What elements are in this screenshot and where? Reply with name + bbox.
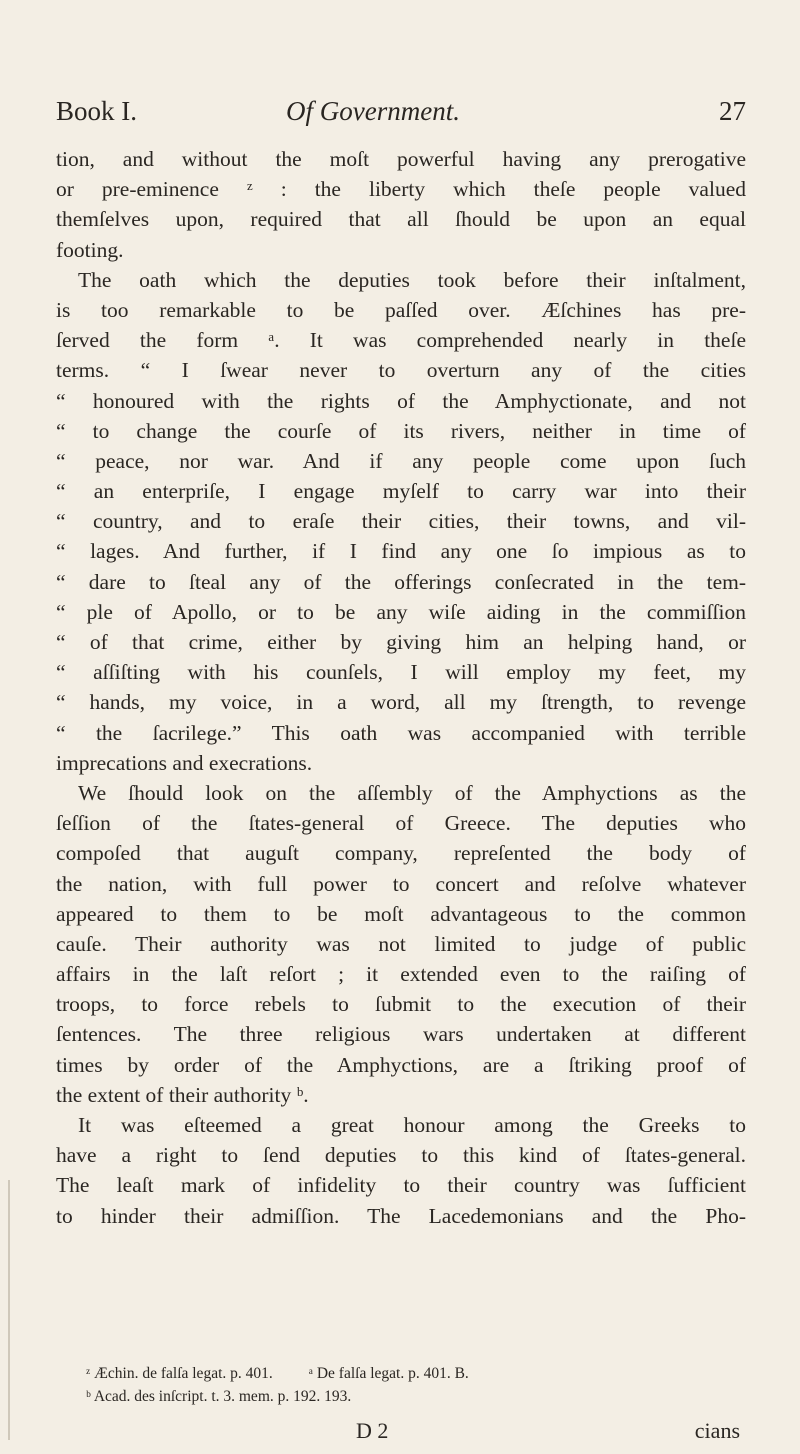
text-line: It was eſteemed a great honour among the Greeks to [78,1113,746,1137]
text-line: “ aſſiſting with his counſels, I will employ my feet, my [56,660,746,685]
text-line: is too remarkable to be paſſed over. Æſchines has pre- [56,297,746,322]
text-line: “ ple of Apollo, or to be any wiſe aiding in the commiſſion [56,599,746,624]
text-line: “ country, and to eraſe their cities, their towns, and vil- [56,509,746,534]
text-line: the extent of their authority ᵇ. [56,1082,309,1107]
footnote-a: ᵃ De falſa legat. p. 401. B. [308,1365,469,1382]
page-edge-shadow [8,1180,10,1440]
text-line: compoſed that auguſt company, repreſented the body of [56,841,746,866]
footnote-b: ᵇ Acad. des inſcript. t. 3. mem. p. 192. 193. [86,1388,352,1405]
text-line: have a right to ſend deputies to this kind of ſtates-general. [56,1143,746,1168]
text-line: affairs in the laſt reſort ; it extended even to the raiſing of [56,962,746,987]
text-line: “ the ſacrilege.” This oath was accompanied with terrible [56,720,746,745]
text-line: “ dare to ſteal any of the offerings conſecrated in the tem- [56,569,746,594]
text-line: ſentences. The three religious wars undertaken at different [56,1022,746,1047]
text-line: “ of that crime, either by giving him an helping hand, or [56,630,746,654]
footnote-row [86,1362,646,1385]
footnotes [86,1362,646,1408]
text-line: themſelves upon, required that all ſhould be upon an equal [56,207,746,232]
running-header [56,96,746,136]
text-line: ſerved the form ᵃ. It was comprehended nearly in theſe [56,328,746,353]
page-footer [56,1418,746,1448]
text-line: cauſe. Their authority was not limited to judge of public [56,931,746,956]
text-line: to hinder their admiſſion. The Lacedemonians and the Pho- [56,1203,746,1228]
text-line: We ſhould look on the aſſembly of the Amphyctions as the [78,780,746,805]
text-line: the nation, with full power to concert and reſolve whatever [56,871,746,896]
footnote-row [86,1385,646,1408]
text-line: “ an enterpriſe, I engage myſelf to carry war into their [56,479,746,504]
text-line: footing. [56,237,124,262]
text-line: ſeſſion of the ſtates-general of Greece. The deputies who [56,811,746,836]
catchword: cians [694,1418,740,1443]
page-number: 27 [719,96,746,126]
signature-mark: D 2 [356,1418,389,1443]
running-title: Of Government. [286,96,460,126]
text-line: “ to change the courſe of its rivers, neither in time of [56,418,746,443]
text-line: tion, and without the moſt powerful having any prerogative [56,147,746,171]
text-line: or pre-eminence ᶻ : the liberty which theſe people valued [56,177,746,202]
text-line: troops, to force rebels to ſubmit to the execution of their [56,992,746,1017]
book-label: Book I. [56,96,137,126]
text-line: The oath which the deputies took before their inſtalment, [78,267,746,292]
body-text [56,144,746,1231]
text-line: “ honoured with the rights of the Amphyctionate, and not [56,388,746,413]
text-line: terms. “ I ſwear never to overturn any of the cities [56,358,746,383]
footnote-z: ᶻ Æchin. de falſa legat. p. 401. [86,1365,273,1382]
text-line: “ hands, my voice, in a word, all my ſtrength, to revenge [56,690,746,715]
text-line: appeared to them to be moſt advantageous to the common [56,901,746,926]
text-line: “ lages. And further, if I find any one ſo impious as to [56,539,746,564]
text-line: The leaſt mark of infidelity to their country was ſufficient [56,1173,746,1198]
text-line: imprecations and execrations. [56,750,313,775]
text-line: times by order of the Amphyctions, are a ſtriking proof of [56,1052,746,1077]
text-line: “ peace, nor war. And if any people come upon ſuch [56,448,746,473]
